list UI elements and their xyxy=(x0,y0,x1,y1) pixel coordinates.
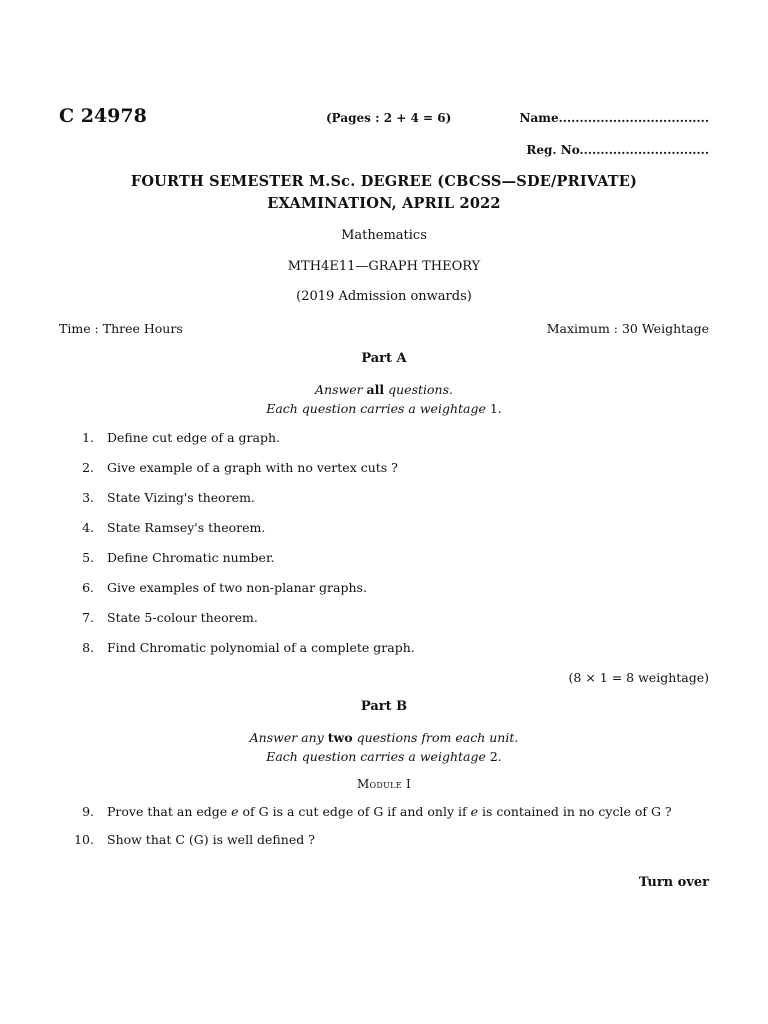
time-allowed: Time : Three Hours xyxy=(59,321,183,336)
reg-no-field: Reg. No............................... xyxy=(526,143,709,157)
part-a-instruction-2: Each question carries a weightage 1. xyxy=(266,401,502,416)
exam-title-line2: EXAMINATION, APRIL 2022 xyxy=(267,195,501,212)
exam-title-line1: FOURTH SEMESTER M.Sc. DEGREE (CBCSS—SDE/PRIVATE) xyxy=(130,173,638,190)
part-b-heading: Part B xyxy=(360,699,408,714)
page-count: (Pages : 2 + 4 = 6) xyxy=(326,111,452,125)
paper-code: C 24978 xyxy=(59,105,147,127)
part-b-instruction-1: Answer any two questions from each unit. xyxy=(249,730,519,745)
course-title: MTH4E11—GRAPH THEORY xyxy=(287,259,481,274)
turn-over-note: Turn over xyxy=(638,875,709,890)
part-a-heading: Part A xyxy=(361,351,407,366)
maximum-weightage: Maximum : 30 Weightage xyxy=(546,321,709,336)
name-field: Name.................................... xyxy=(519,111,709,125)
module-heading: Module I xyxy=(356,777,412,791)
part-b-instruction-2: Each question carries a weightage 2. xyxy=(266,749,502,764)
subject: Mathematics xyxy=(341,228,427,243)
admission-note: (2019 Admission onwards) xyxy=(296,289,472,304)
part-a-weightage-summary: (8 × 1 = 8 weightage) xyxy=(568,670,709,685)
part-a-instruction-1: Answer all questions. xyxy=(315,382,453,397)
